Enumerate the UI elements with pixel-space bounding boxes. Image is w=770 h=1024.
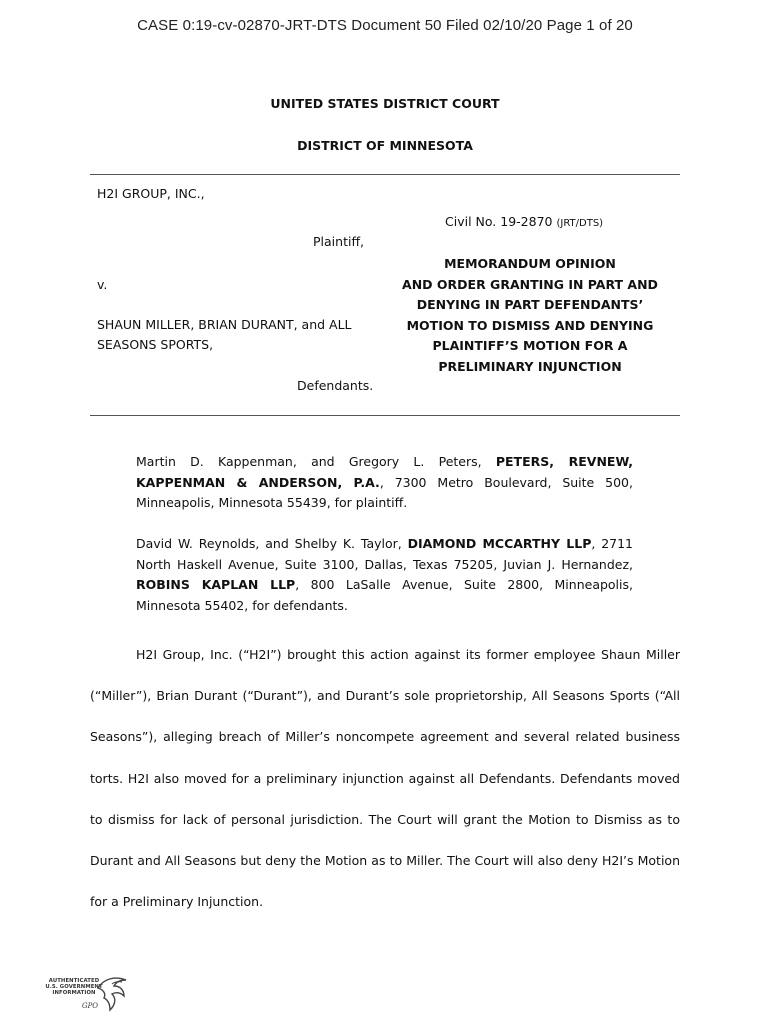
document-title-line: PRELIMINARY INJUNCTION <box>438 358 622 374</box>
document-title <box>385 254 675 377</box>
court-name: UNITED STATES DISTRICT COURT <box>270 96 500 111</box>
plaintiff-role: Plaintiff, <box>313 234 365 249</box>
gpo-authentication-seal <box>42 972 132 1016</box>
eagle-icon <box>94 974 130 1014</box>
gpo-seal-line: AUTHENTICATED <box>48 978 100 984</box>
document-title-line: PLAINTIFF’S MOTION FOR A <box>432 338 628 353</box>
caption-top-rule <box>90 174 680 175</box>
plaintiff-counsel-names: Martin D. Kappenman, and Gregory L. Peters, <box>136 454 496 469</box>
defendants-names-line2: SEASONS SPORTS, <box>97 337 214 352</box>
case-header-stamp: CASE 0:19-cv-02870-JRT-DTS Document 50 Filed 02/10/20 Page 1 of 20 <box>137 17 633 34</box>
defendants-counsel-names: David W. Reynolds, and Shelby K. Taylor, <box>136 536 408 551</box>
plaintiff-counsel-address: , 7300 Metro Boulevard, Suite 500, Minneapolis, Minnesota 55439, for plaintiff. <box>136 474 633 510</box>
defendants-counsel-address-2: , 800 LaSalle Avenue, Suite 2800, Minneapolis, Minnesota 55402, for defendants. <box>136 577 633 613</box>
plaintiff-counsel-firm: PETERS, REVNEW, KAPPENMAN & ANDERSON, P.A. <box>136 454 633 490</box>
civil-number-judges: (JRT/DTS) <box>556 218 604 229</box>
gpo-seal-line: INFORMATION <box>52 990 96 996</box>
document-title-line: AND ORDER GRANTING IN PART AND <box>402 276 658 292</box>
defendants-role: Defendants. <box>297 378 374 393</box>
caption-bottom-rule <box>90 415 680 416</box>
defendants-counsel-firm-1: DIAMOND MCCARTHY LLP <box>407 536 592 551</box>
versus: v. <box>97 277 108 292</box>
defendants-counsel-firm-2: ROBINS KAPLAN LLP <box>136 577 296 592</box>
defendants-names-line1: SHAUN MILLER, BRIAN DURANT, and ALL <box>97 317 352 332</box>
document-title-line: DENYING IN PART DEFENDANTS’ <box>416 297 644 312</box>
document-title-line: MOTION TO DISMISS AND DENYING <box>406 317 654 333</box>
plaintiff-name: H2I GROUP, INC., <box>97 186 205 201</box>
gpo-seal-line: U.S. GOVERNMENT <box>45 984 103 990</box>
plaintiff-counsel <box>136 452 633 514</box>
civil-number <box>445 214 603 229</box>
opening-paragraph: H2I Group, Inc. (“H2I”) brought this action against its former employee Shaun Miller (“Miller”), Brian Durant (“Durant”), and Durant’s sole proprietorship, All Seasons Sports (“All Seasons”), alleging breach of Miller’s noncompete agreement and several related business torts. H2I also moved for a preliminary injunction against all Defendants. Defendants moved to dismiss for lack of personal jurisdiction. The Court will grant the Motion to Dismiss as to Durant and All Seasons but deny the Motion as to Miller. The Court will also deny H2I’s Motion for a Preliminary Injunction. <box>90 647 680 910</box>
civil-number-label: Civil No. 19-2870 <box>445 214 553 229</box>
court-district: DISTRICT OF MINNESOTA <box>297 138 473 153</box>
document-title-line: MEMORANDUM OPINION <box>444 256 616 271</box>
gpo-seal-label: GPO <box>82 1002 99 1010</box>
defendants-counsel-address-1: , 2711 North Haskell Avenue, Suite 3100, Dallas, Texas 75205, Juvian J. Hernandez, <box>136 536 634 572</box>
defendants-counsel <box>136 534 633 616</box>
